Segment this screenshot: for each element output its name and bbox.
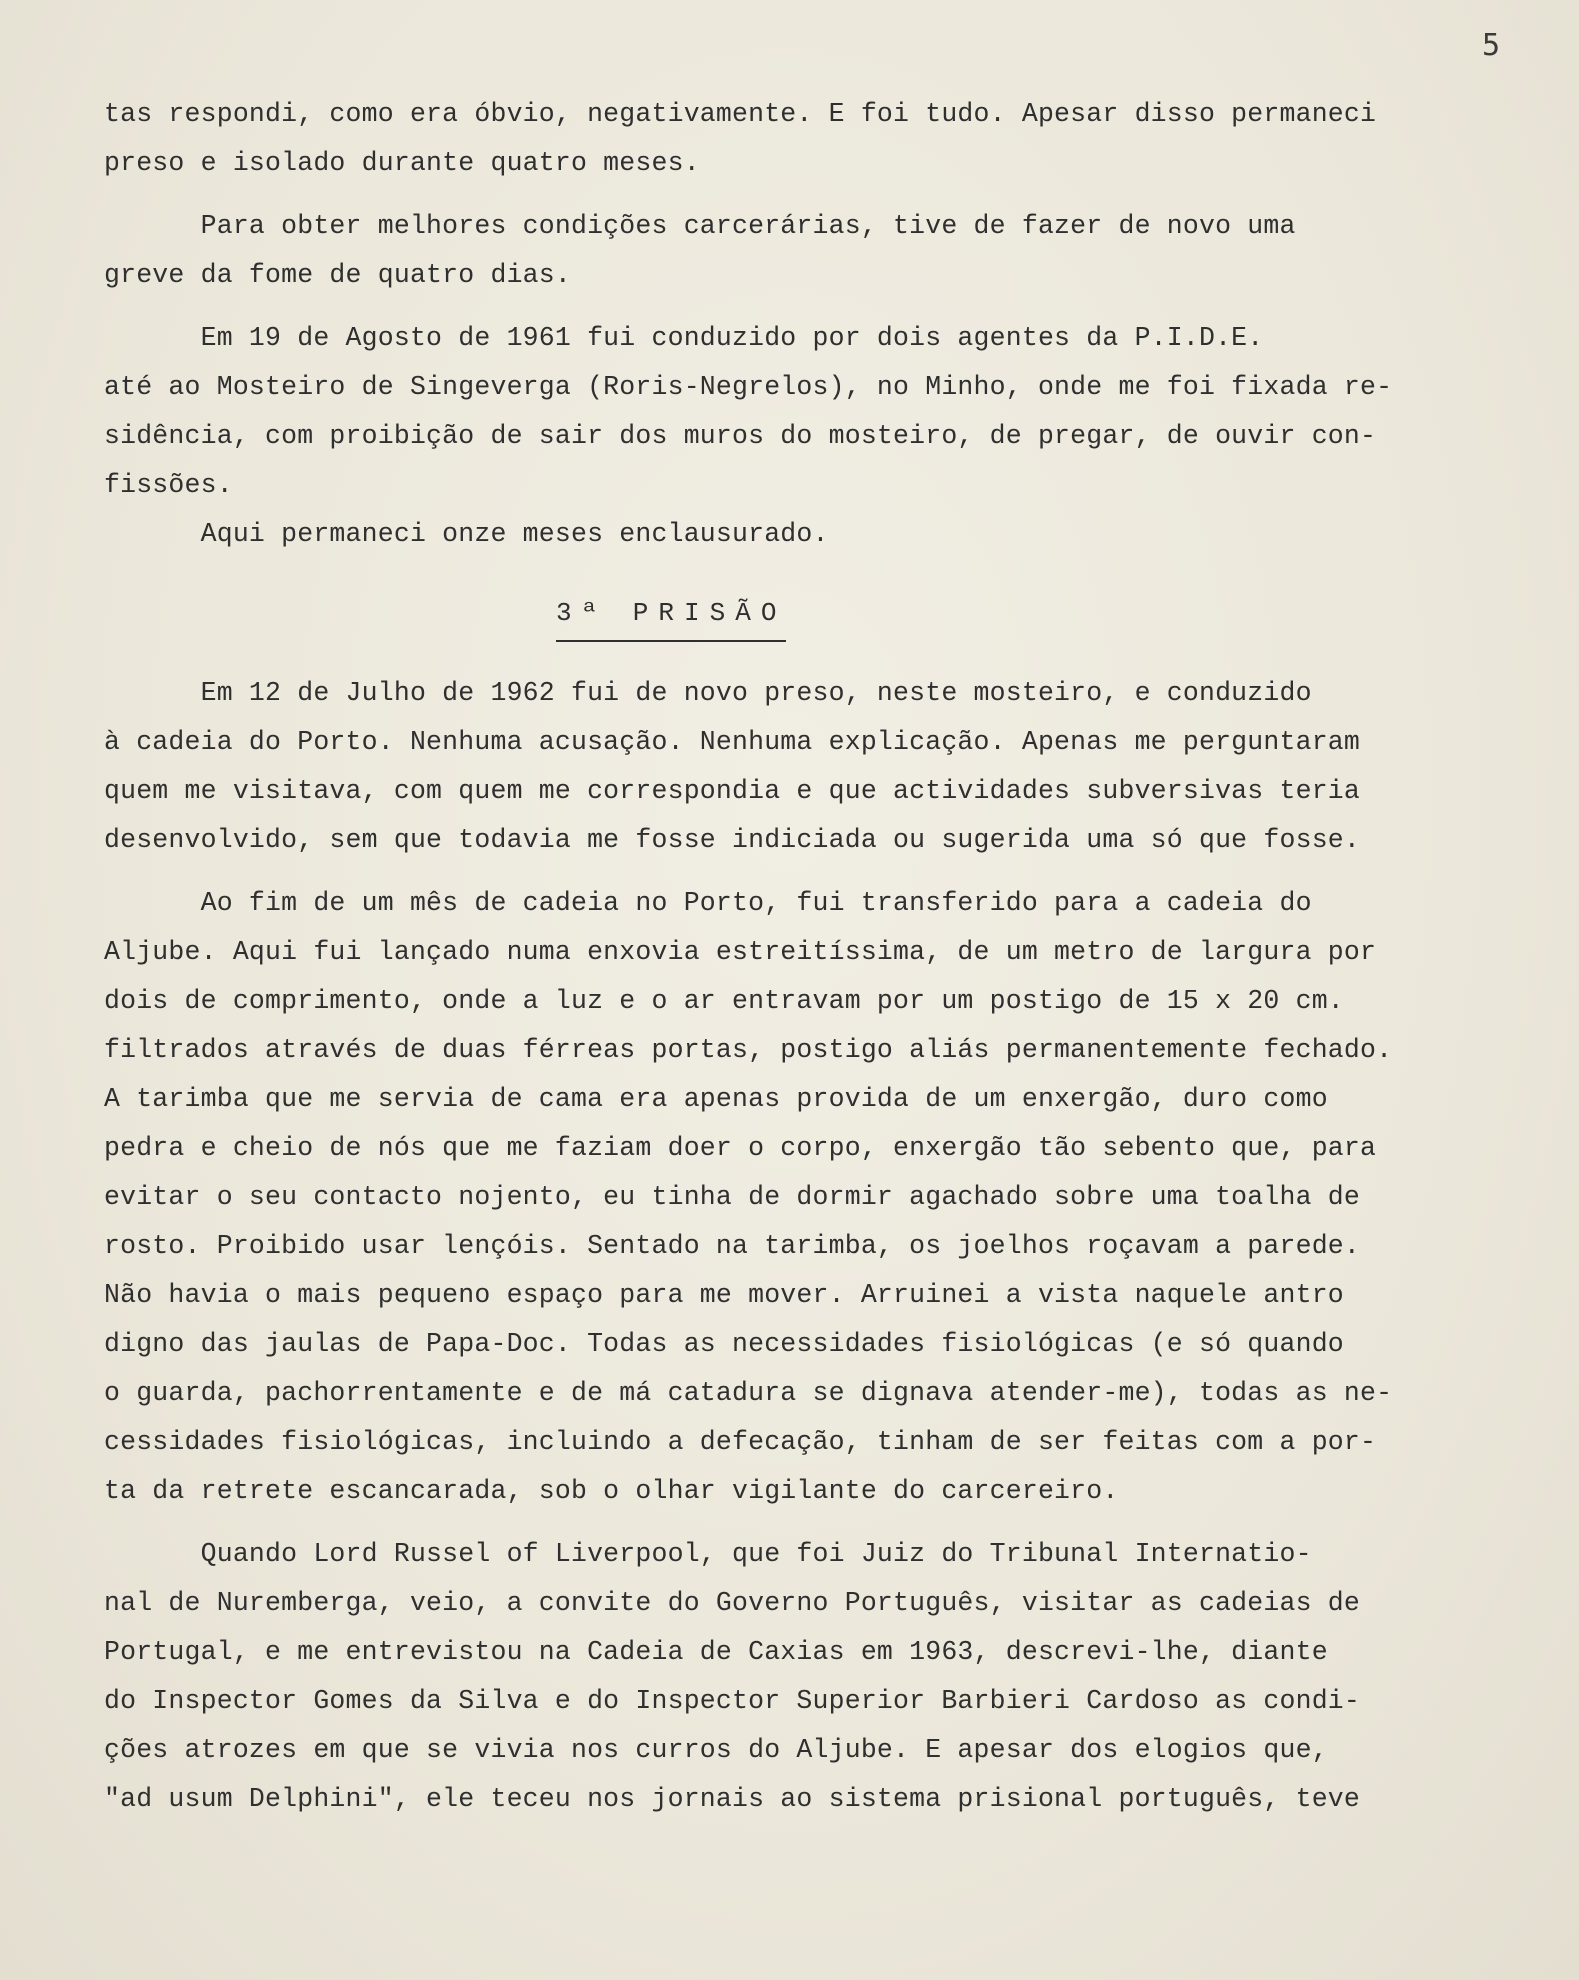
text-line: Aljube. Aqui fui lançado numa enxovia estreitíssima, de um metro de largura por (104, 937, 1377, 967)
text-line: evitar o seu contacto nojento, eu tinha de dormir agachado sobre uma toalha de (104, 1182, 1361, 1212)
text-line: digno das jaulas de Papa-Doc. Todas as necessidades fisiológicas (e só quando (104, 1329, 1344, 1359)
text-line: Quando Lord Russel of Liverpool, que foi Juiz do Tribunal Internatio- (104, 1539, 1312, 1569)
text-line: ções atrozes em que se vivia nos curros do Aljube. E apesar dos elogios que, (104, 1735, 1328, 1765)
paragraph-4 (104, 510, 1554, 559)
section-heading: 3ª PRISÃO (556, 589, 786, 642)
paragraph-7 (104, 1530, 1554, 1824)
document-body (104, 90, 1554, 1824)
text-line: Em 12 de Julho de 1962 fui de novo preso, neste mosteiro, e conduzido (104, 678, 1312, 708)
text-line: dois de comprimento, onde a luz e o ar entravam por um postigo de 15 x 20 cm. (104, 986, 1344, 1016)
text-line: cessidades fisiológicas, incluindo a defecação, tinham de ser feitas com a por- (104, 1427, 1377, 1457)
text-line: filtrados através de duas férreas portas, postigo aliás permanentemente fechado. (104, 1035, 1393, 1065)
text-line: A tarimba que me servia de cama era apenas provida de um enxergão, duro como (104, 1084, 1328, 1114)
text-line: Não havia o mais pequeno espaço para me mover. Arruinei a vista naquele antro (104, 1280, 1344, 1310)
text-line: Para obter melhores condições carcerárias, tive de fazer de novo uma (104, 211, 1296, 241)
text-line: até ao Mosteiro de Singeverga (Roris-Negrelos), no Minho, onde me foi fixada re- (104, 372, 1393, 402)
text-line: sidência, com proibição de sair dos muros do mosteiro, de pregar, de ouvir con- (104, 421, 1377, 451)
text-line: Em 19 de Agosto de 1961 fui conduzido por dois agentes da P.I.D.E. (104, 323, 1264, 353)
text-line: "ad usum Delphini", ele teceu nos jornais ao sistema prisional português, teve (104, 1784, 1361, 1814)
text-line: Ao fim de um mês de cadeia no Porto, fui transferido para a cadeia do (104, 888, 1312, 918)
paragraph-6 (104, 879, 1554, 1516)
page-number: 5 (1482, 28, 1501, 63)
text-line: Aqui permaneci onze meses enclausurado. (104, 519, 829, 549)
text-line: ta da retrete escancarada, sob o olhar vigilante do carcereiro. (104, 1476, 1119, 1506)
text-line: nal de Nuremberga, veio, a convite do Governo Português, visitar as cadeias de (104, 1588, 1361, 1618)
text-line: fissões. (104, 470, 233, 500)
text-line: do Inspector Gomes da Silva e do Inspector Superior Barbieri Cardoso as condi- (104, 1686, 1361, 1716)
paragraph-1 (104, 90, 1554, 188)
text-line: Portugal, e me entrevistou na Cadeia de Caxias em 1963, descrevi-lhe, diante (104, 1637, 1328, 1667)
text-line: preso e isolado durante quatro meses. (104, 148, 700, 178)
paragraph-5 (104, 669, 1554, 865)
text-line: greve da fome de quatro dias. (104, 260, 571, 290)
text-line: desenvolvido, sem que todavia me fosse indiciada ou sugerida uma só que fosse. (104, 825, 1361, 855)
text-line: à cadeia do Porto. Nenhuma acusação. Nenhuma explicação. Apenas me perguntaram (104, 727, 1361, 757)
text-line: pedra e cheio de nós que me faziam doer o corpo, enxergão tão sebento que, para (104, 1133, 1377, 1163)
paragraph-2 (104, 202, 1554, 300)
text-line: quem me visitava, com quem me correspondia e que actividades subversivas teria (104, 776, 1361, 806)
paragraph-3 (104, 314, 1554, 510)
section-heading-wrap (104, 559, 1554, 669)
text-line: rosto. Proibido usar lençóis. Sentado na tarimba, os joelhos roçavam a parede. (104, 1231, 1361, 1261)
text-line: o guarda, pachorrentamente e de má catadura se dignava atender-me), todas as ne- (104, 1378, 1393, 1408)
text-line: tas respondi, como era óbvio, negativamente. E foi tudo. Apesar disso permaneci (104, 99, 1377, 129)
